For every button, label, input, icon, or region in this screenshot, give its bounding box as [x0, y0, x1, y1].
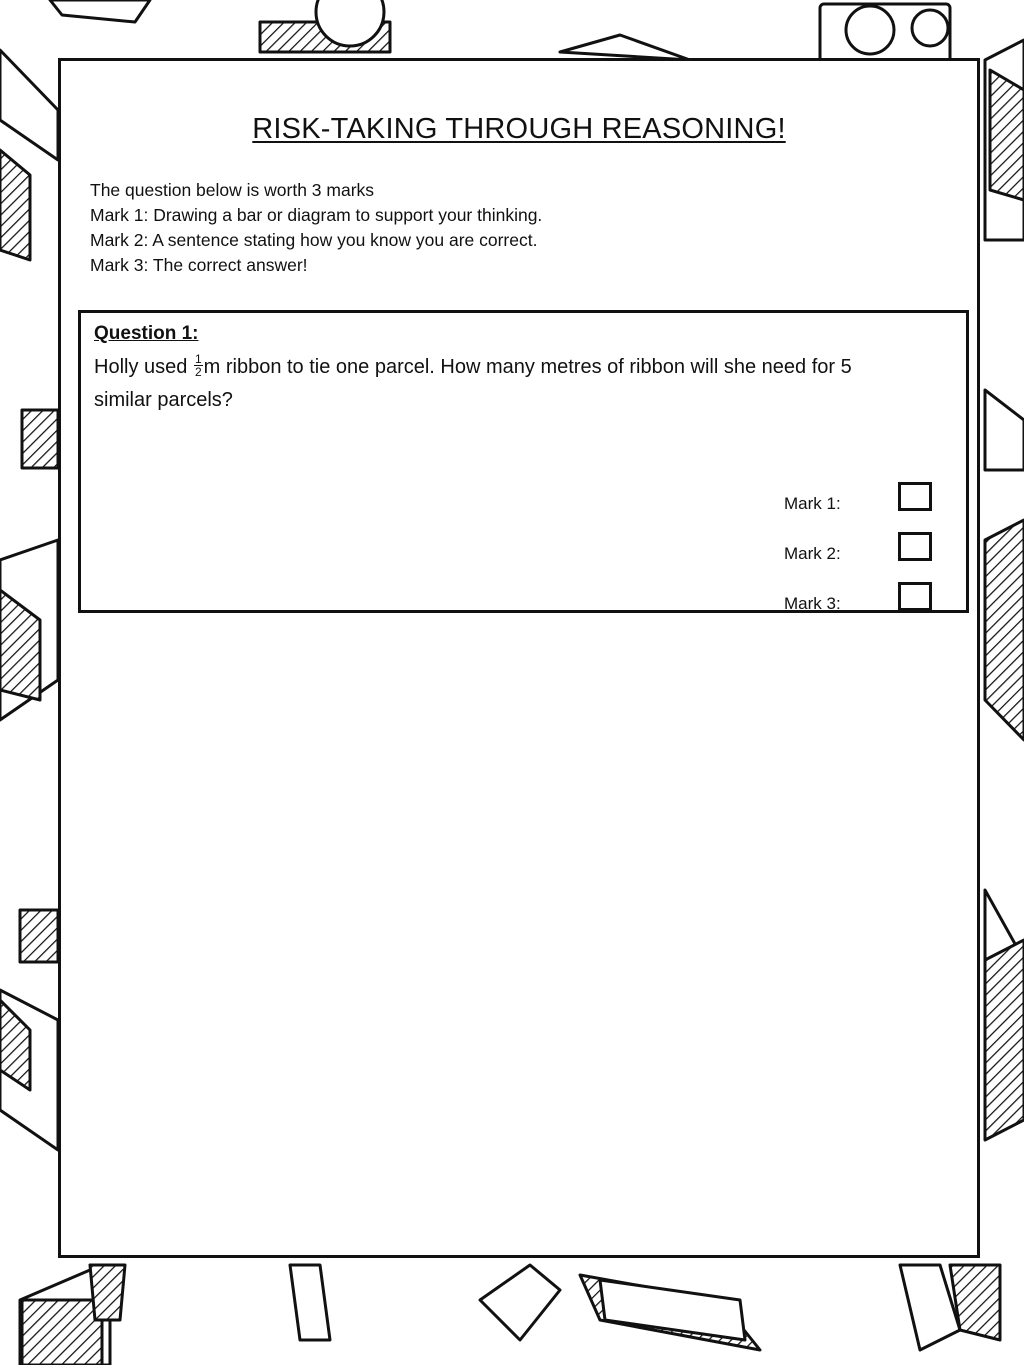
instruction-line: The question below is worth 3 marks [90, 180, 375, 200]
fraction-numerator: 1 [194, 352, 202, 367]
mark-2-checkbox[interactable] [898, 532, 932, 561]
instruction-line: Mark 2: A sentence stating how you know you are correct. [90, 230, 538, 250]
instruction-line: Mark 3: The correct answer! [90, 255, 308, 275]
fraction-one-half [194, 353, 203, 378]
question-text-after: m ribbon to tie one parcel. How many metres of ribbon will she need for 5 similar parcels? [94, 356, 852, 411]
question-box [78, 310, 969, 613]
question-text-before: Holly used [94, 356, 193, 378]
question-heading: Question 1: [94, 323, 199, 344]
mark-1-label: Mark 1: [784, 494, 841, 513]
mark-1-checkbox[interactable] [898, 482, 932, 511]
page-title: RISK-TAKING THROUGH REASONING! [252, 113, 786, 145]
instruction-line: Mark 1: Drawing a bar or diagram to support your thinking. [90, 205, 543, 225]
mark-3-label: Mark 3: [784, 594, 841, 613]
worksheet-page [58, 58, 980, 1258]
mark-3-checkbox[interactable] [898, 582, 932, 611]
mark-2-label: Mark 2: [784, 544, 841, 563]
fraction-denominator: 2 [194, 365, 202, 380]
mark-scheme-instructions [90, 178, 542, 278]
question-text [94, 351, 914, 417]
